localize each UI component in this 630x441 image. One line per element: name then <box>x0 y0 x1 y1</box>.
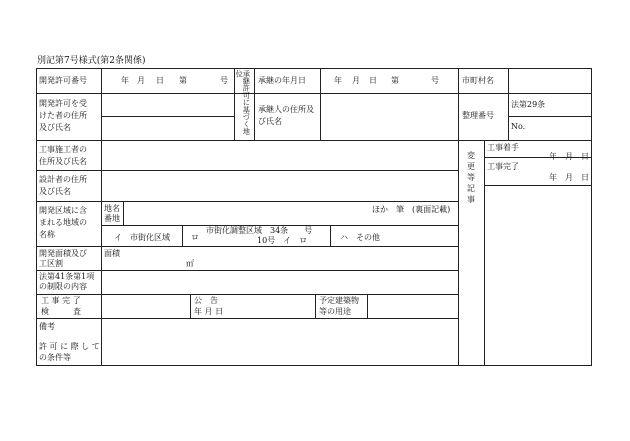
conditions-label-line1: 許 可 に 際 し て <box>39 342 100 351</box>
contractor-label-line1: 工事施工者の <box>39 145 87 154</box>
col-divider <box>330 225 331 246</box>
col-divider <box>367 294 368 318</box>
complete-month: 月 <box>565 173 573 182</box>
permit-go: 号 <box>220 76 228 85</box>
permit-month: 月 <box>137 76 145 85</box>
urbanization-area-option: イ 市街化区域 <box>114 233 170 242</box>
col-divider <box>254 68 255 140</box>
succession-date-label: 承継の年月日 <box>258 76 306 85</box>
col-divider <box>320 68 321 140</box>
row-divider <box>36 140 592 141</box>
succession-status-label: 承継許可に基づく地位 <box>235 70 252 135</box>
change-char: 事 <box>467 195 475 204</box>
change-record-label <box>466 150 476 205</box>
designer-label-line2: 及び氏名 <box>39 187 71 196</box>
start-month: 月 <box>565 152 573 161</box>
restriction-label-line2: の制限の内容 <box>39 282 87 291</box>
label-column-divider <box>101 68 102 366</box>
change-char: 変 <box>467 151 475 160</box>
col-divider <box>315 294 316 318</box>
complete-year: 年 <box>549 173 557 182</box>
permit-day: 日 <box>156 76 164 85</box>
successor-label-line1: 承継人の住所及 <box>258 105 314 114</box>
form-title: 別記第7号様式(第2条関係) <box>37 56 146 66</box>
applicant-label-line1: 開発許可を受 <box>39 99 87 108</box>
size-label-line2: 工区割 <box>39 259 63 268</box>
size-label-line1: 開発面積及び <box>39 249 87 258</box>
permit-dai: 第 <box>179 76 187 85</box>
law-no-divider <box>508 116 592 117</box>
public-notice-label: 公 告 <box>194 296 218 305</box>
building-use-label-line1: 予定建築物 <box>319 296 359 305</box>
change-char: 等 <box>467 173 475 182</box>
row-divider <box>36 270 458 271</box>
chimei-label: 地名 <box>104 204 120 213</box>
notice-date-label: 年 月 日 <box>194 307 224 316</box>
col-divider <box>234 68 235 140</box>
row-divider <box>36 318 458 319</box>
succession-dai: 第 <box>391 76 399 85</box>
area-label-line2: まれる地域の <box>39 218 87 227</box>
reference-number-label: 整理番号 <box>462 111 494 120</box>
change-subdivider <box>484 157 592 158</box>
completion-label-line1: 工 事 完 了 <box>41 296 81 305</box>
col-divider <box>190 294 191 318</box>
succession-year: 年 <box>334 76 342 85</box>
area-label-line3: 名称 <box>39 230 55 239</box>
control-area-line1: 市街化調整区域 34条 号 <box>206 226 313 235</box>
complete-day: 日 <box>581 173 589 182</box>
successor-label-line2: び氏名 <box>258 117 282 126</box>
area-size-label: 面積 <box>104 249 120 258</box>
row-divider <box>36 294 458 295</box>
area-label-line1: 開発区域に含 <box>39 206 87 215</box>
start-year: 年 <box>549 152 557 161</box>
applicant-label-line2: けた者の住所 <box>39 111 87 120</box>
restriction-label-line1: 法第41条第1項 <box>39 272 95 281</box>
chimei-divider <box>101 225 123 226</box>
col-divider <box>508 68 509 140</box>
control-area-line2: 10号 イ ロ <box>257 236 308 245</box>
complete-label: 工事完了 <box>487 162 519 171</box>
other-area-option: ハ その他 <box>340 233 380 242</box>
permit-number-label: 開発許可番号 <box>39 76 87 85</box>
number-label: No. <box>511 122 526 131</box>
start-label: 工事着手 <box>487 143 519 152</box>
applicant-subdivider <box>101 116 234 117</box>
change-char: 記 <box>467 184 475 193</box>
row-divider <box>36 201 458 202</box>
banchi-label: 番地 <box>104 214 120 223</box>
law-article-label: 法第29条 <box>511 100 546 109</box>
conditions-label-line2: の条件等 <box>39 353 71 362</box>
applicant-label-line3: 及び氏名 <box>39 123 71 132</box>
succession-day: 日 <box>369 76 377 85</box>
col-divider <box>458 68 459 366</box>
row-divider <box>36 246 458 247</box>
completion-label-line2: 検 査 <box>41 307 81 316</box>
building-use-label-line2: 等の用途 <box>319 307 351 316</box>
col-divider <box>484 140 485 366</box>
col-divider <box>182 225 183 246</box>
ro-mark: ロ <box>191 233 199 242</box>
other-parcels-label: ほか 筆 (裏面記載) <box>372 205 451 214</box>
change-subdivider <box>484 185 592 186</box>
row-divider <box>36 170 458 171</box>
square-meter-unit: ㎡ <box>186 259 194 268</box>
start-day: 日 <box>581 152 589 161</box>
change-char: 更 <box>467 162 475 171</box>
succession-go: 号 <box>431 76 439 85</box>
contractor-label-line2: 住所及び氏名 <box>39 157 87 166</box>
permit-year: 年 <box>121 76 129 85</box>
succession-month: 月 <box>352 76 360 85</box>
remarks-label: 備考 <box>39 322 55 331</box>
col-divider <box>123 201 124 225</box>
designer-label-line1: 設計者の住所 <box>39 175 87 184</box>
municipality-label: 市町村名 <box>462 76 494 85</box>
